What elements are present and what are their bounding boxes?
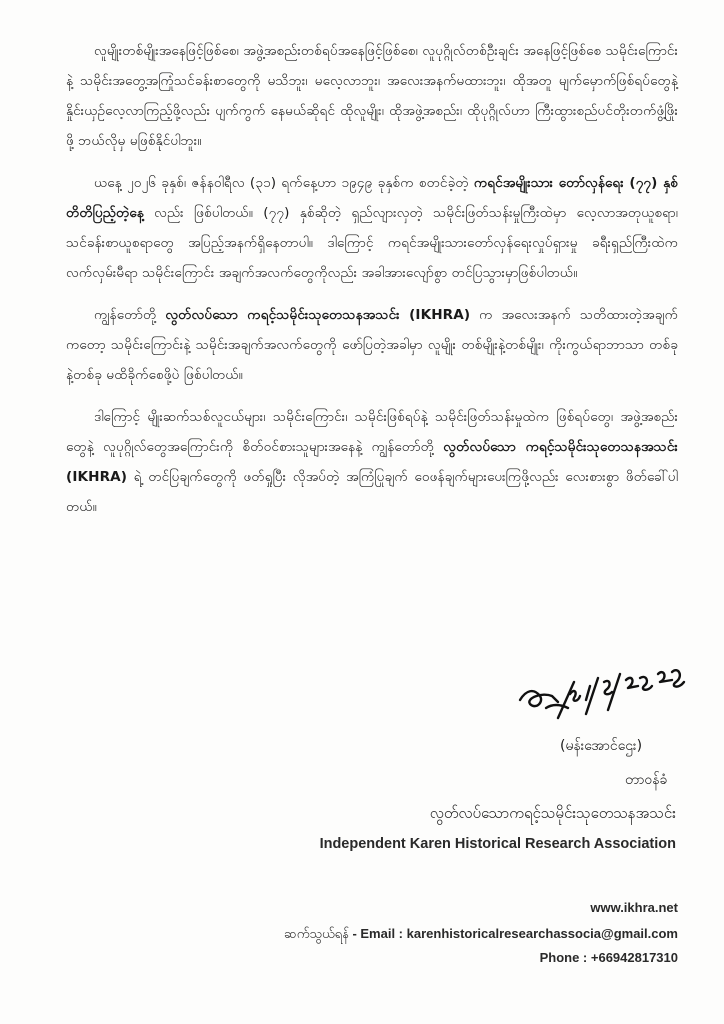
paragraph-4 — [66, 402, 678, 522]
email-link[interactable]: karenhistoricalresearchassocia@gmail.com — [406, 926, 678, 941]
handwritten-signature — [512, 652, 692, 742]
signature-stroke-7 — [604, 681, 612, 694]
signature-stroke-9 — [626, 678, 638, 688]
email-label: - Email : — [348, 926, 407, 941]
paragraph-2 — [66, 168, 678, 288]
signature-stroke-11 — [658, 672, 672, 682]
signature-stroke-8 — [608, 674, 620, 710]
website-line — [218, 900, 678, 915]
signature-stroke-12 — [672, 670, 684, 686]
paragraph-3-bold: လွတ်လပ်သော ကရင့်သမိုင်းသုတေသနအသင်း (IKHRA) — [165, 307, 471, 323]
paragraph-4-text-before: ဒါကြောင့် မျိုးဆက်သစ်လူငယ်များ၊ သမိုင်းကြောင်း၊ သမိုင်းဖြစ်ရပ်နဲ့ သမိုင်းဖြတ်သန်းမှုထဲက ဖြစ်ရပ်တွေ၊ အဖွဲ့အစည်းတွေနဲ့ လူပုဂ္ဂိုလ်တွေအကြောင်းကို စိတ်ဝင်စားသူများအနေနဲ့ ကျွန်တော်တို့ — [66, 409, 678, 455]
paragraph-1-text: လူမျိုးတစ်မျိုးအနေဖြင့်ဖြစ်စေ၊ အဖွဲ့အစည်းတစ်ရပ်အနေဖြင့်ဖြစ်စေ၊ လူပုဂ္ဂိုလ်တစ်ဦးချင်း အနေဖြင့်ဖြစ်စေ သမိုင်းကြောင်းနဲ့ သမိုင်းအတွေ့အကြုံသင်ခန်းစာတွေကို မသိဘူး၊ မလေ့လာဘူး၊ အလေးအနက်မထားဘူး၊ ထိုအတူ မျက်မှောက်ဖြစ်ရပ်တွေနဲ့နှိုင်းယှဉ်လေ့လာကြည့်ဖို့လည်း ပျက်ကွက် နေမယ်ဆိုရင် ထိုလူမျိုး၊ ထိုအဖွဲ့အစည်း၊ ထိုပုဂ္ဂိုလ်ဟာ ကြီးထွားစည်ပင်တိုးတက်ဖွံ့ဖြိုးဖို့ ဘယ်လိုမှ မဖြစ်နိုင်ပါဘူး။ — [66, 43, 678, 149]
phone-label: Phone : — [539, 950, 591, 965]
paragraph-1 — [66, 36, 678, 156]
paragraph-2-text-after: လည်း ဖြစ်ပါတယ်။ (၇၇) နှစ်ဆိုတဲ့ ရှည်လျားလှတဲ့ သမိုင်းဖြတ်သန်းမှုကြီးထဲမှာ လေ့လာအတုယူစရာ၊ သင်ခန်းစာယူစရာတွေ အပြည့်အနက်ရှိနေတာပါ။ ဒါကြောင့် ကရင်အမျိုးသားတော်လှန်ရေးလှုပ်ရှားမှု ခရီးရှည်ကြီးထဲက လက်လှမ်းမီရာ သမိုင်းကြောင်း အချက်အလက်တွေကိုလည်း အခါအားလျော်စွာ တင်ပြသွားမှာဖြစ်ပါတယ်။ — [66, 205, 678, 281]
signer-title: တာဝန်ခံ — [625, 772, 668, 788]
paragraph-4-bold: လွတ်လပ်သော ကရင့်သမိုင်းသုတေသနအသင်း (IKHRA) — [66, 439, 678, 485]
organization-name-myanmar: လွတ်လပ်သောကရင့်သမိုင်းသုတေသနအသင်း — [429, 804, 676, 822]
letter-body — [66, 36, 678, 534]
signature-stroke-3 — [558, 682, 574, 718]
signature-stroke-10 — [640, 677, 652, 690]
paragraph-2-text-before: ယနေ့ ၂၀၂၆ ခုနှစ်၊ ဇန်နဝါရီလ (၃၁) ရက်နေ့ဟာ ၁၉၄၉ ခုနှစ်က စတင်ခဲ့တဲ့ — [94, 175, 474, 191]
organization-name-english: Independent Karen Historical Research Association — [319, 836, 676, 852]
signature-stroke-4 — [570, 691, 580, 701]
website-link[interactable]: www.ikhra.net — [590, 900, 678, 915]
paragraph-4-text-after: ရဲ့ တင်ပြချက်တွေကို ဖတ်ရှုပြီး လိုအပ်တဲ့ အကြံပြုချက် ဝေဖန်ချက်များပေးကြဖို့လည်း လေးစားစွာ ဖိတ်ခေါ်ပါတယ်။ — [66, 469, 678, 515]
paragraph-3-text-after: က အလေးအနက် သတိထားတဲ့အချက်ကတော့ သမိုင်းကြောင်းနဲ့ သမိုင်းအချက်အလက်တွေကို ဖော်ပြတဲ့အခါမှာ လူမျိုး တစ်မျိုးနဲ့တစ်မျိုး၊ ကိုးကွယ်ရာဘာသာ တစ်ခုနဲ့တစ်ခု မထိခိုက်စေဖို့ပဲ ဖြစ်ပါတယ်။ — [66, 307, 679, 383]
paragraph-2-bold: ကရင်အမျိုးသား တော်လှန်ရေး (၇၇) နှစ်တိတိပြည့်တဲ့နေ့ — [66, 175, 678, 221]
signer-name: (မန်းအောင်ဌေး) — [560, 738, 643, 754]
paragraph-3 — [66, 300, 678, 390]
contact-label: ဆက်သွယ်ရန် — [284, 927, 349, 942]
email-line — [218, 926, 678, 945]
phone-line — [218, 950, 678, 965]
paragraph-3-text-before: ကျွန်တော်တို့ — [94, 307, 166, 323]
phone-number[interactable]: +66942817310 — [590, 950, 678, 965]
signature-stroke-1 — [520, 691, 558, 706]
signature-stroke-5 — [586, 686, 590, 700]
